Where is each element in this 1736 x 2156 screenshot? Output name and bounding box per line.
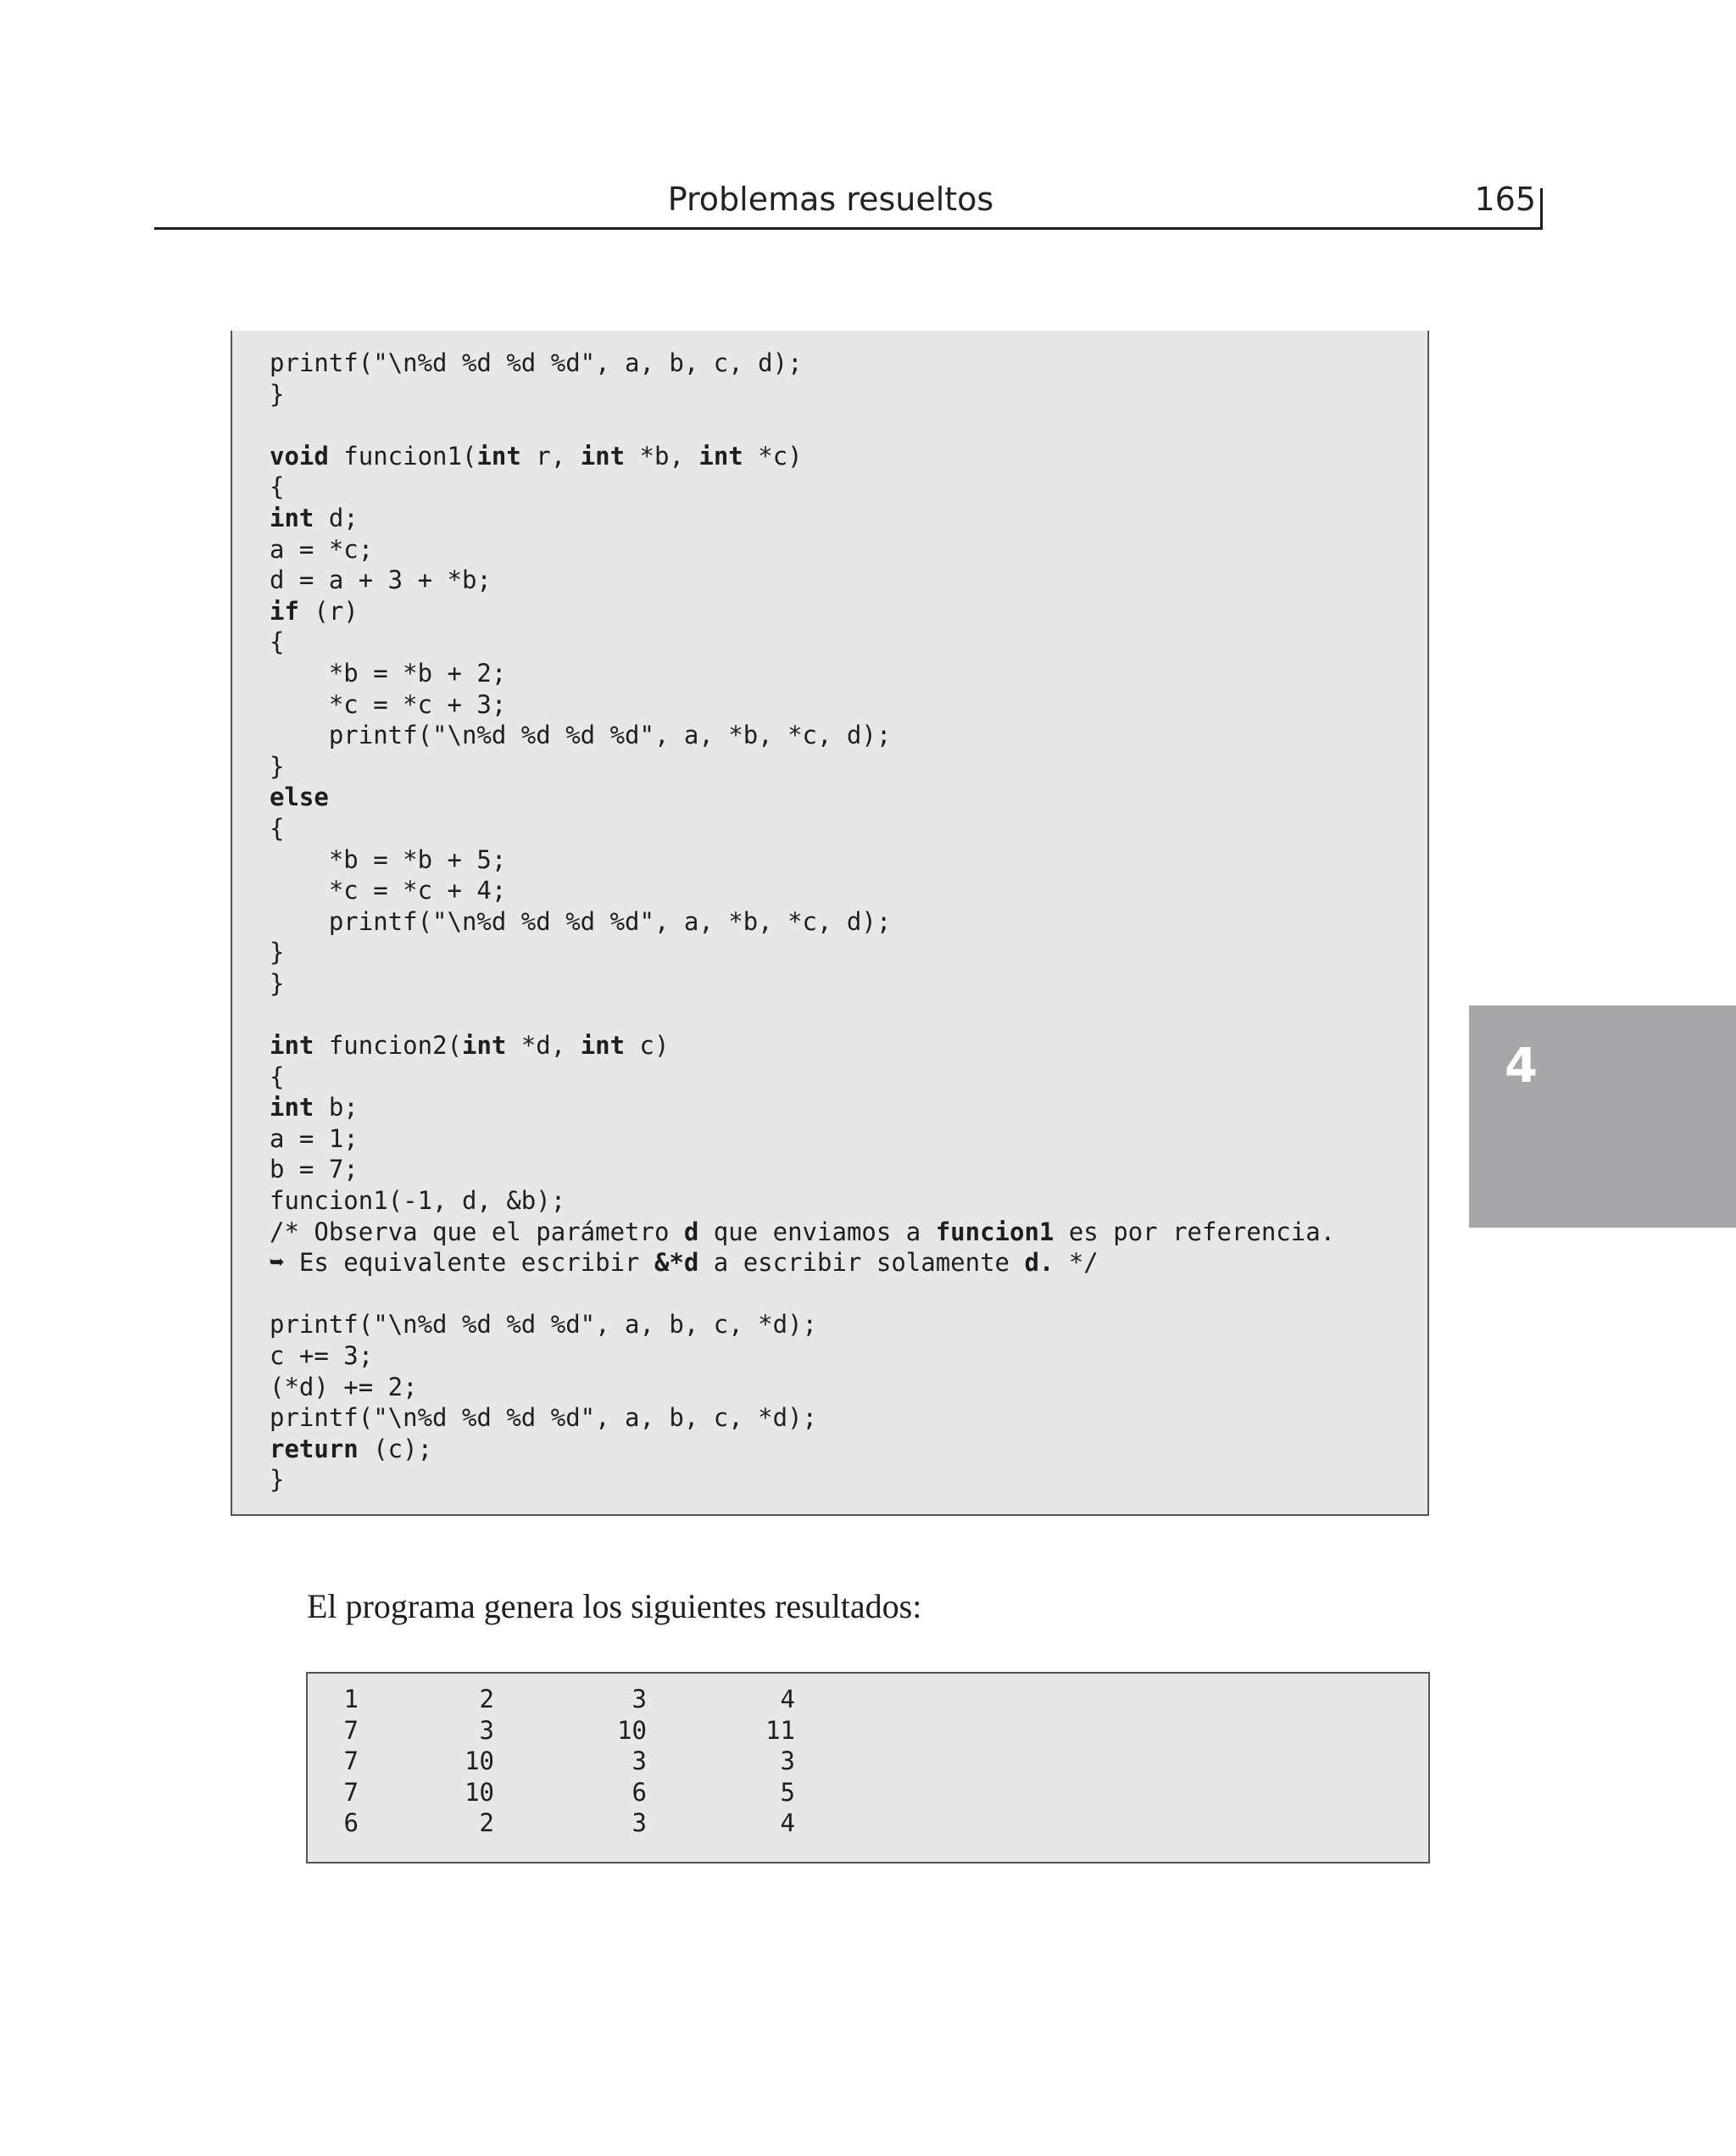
code-text: { bbox=[270, 472, 285, 502]
code-text: } bbox=[270, 751, 285, 781]
output-value: 3 bbox=[632, 1808, 647, 1838]
code-keyword: int bbox=[698, 441, 743, 471]
code-line bbox=[270, 441, 1335, 472]
code-line bbox=[270, 720, 1335, 751]
code-line bbox=[270, 503, 1335, 534]
code-line bbox=[270, 379, 1335, 410]
code-line bbox=[270, 1340, 1335, 1372]
code-keyword: int bbox=[476, 441, 521, 471]
output-value: 10 bbox=[617, 1715, 647, 1745]
code-line bbox=[270, 937, 1335, 968]
code-text: printf("\n%d %d %d %d", a, *b, *c, d); bbox=[270, 906, 892, 936]
code-text: funcion1(-1, d, &b); bbox=[270, 1186, 566, 1216]
output-value: 6 bbox=[632, 1777, 647, 1807]
code-keyword: return bbox=[270, 1434, 359, 1463]
code-keyword: d. bbox=[1024, 1248, 1054, 1278]
page-number: 165 bbox=[1474, 181, 1536, 218]
code-line bbox=[270, 1372, 1335, 1403]
code-text: a = 1; bbox=[270, 1123, 359, 1153]
code-line bbox=[270, 813, 1335, 844]
code-keyword: int bbox=[462, 1031, 507, 1061]
code-line bbox=[270, 596, 1335, 627]
code-line bbox=[270, 1061, 1335, 1093]
code-line bbox=[270, 1030, 1335, 1061]
code-line bbox=[270, 1464, 1335, 1496]
code-line bbox=[270, 1247, 1335, 1279]
code-listing-box bbox=[231, 331, 1429, 1516]
code-line bbox=[270, 689, 1335, 721]
code-keyword: int bbox=[580, 1031, 626, 1061]
program-output-box bbox=[306, 1672, 1430, 1864]
code-text: que enviamos a bbox=[698, 1217, 936, 1246]
code-line bbox=[270, 1217, 1335, 1248]
code-keyword: int bbox=[270, 503, 314, 532]
running-header-title: Problemas resueltos bbox=[667, 181, 994, 218]
output-value: 7 bbox=[343, 1747, 359, 1776]
code-text: } bbox=[270, 968, 285, 998]
output-value: 1 bbox=[343, 1685, 359, 1713]
code-line bbox=[270, 1309, 1335, 1340]
output-value: 10 bbox=[465, 1747, 494, 1776]
code-text: *b = *b + 2; bbox=[270, 658, 507, 688]
code-line bbox=[270, 1402, 1335, 1434]
code-text: /* Observa que el parámetro bbox=[270, 1217, 684, 1246]
code-text: { bbox=[270, 1061, 285, 1091]
output-value: 4 bbox=[780, 1808, 795, 1838]
code-line bbox=[270, 844, 1335, 876]
header-rule bbox=[154, 227, 1543, 230]
output-value: 3 bbox=[479, 1715, 494, 1745]
code-text: b; bbox=[314, 1093, 359, 1123]
code-text: printf("\n%d %d %d %d", a, b, c, *d); bbox=[270, 1403, 818, 1433]
code-keyword: void bbox=[270, 441, 329, 471]
code-line bbox=[270, 1154, 1335, 1185]
code-line bbox=[270, 1185, 1335, 1217]
code-text: *b = *b + 5; bbox=[270, 844, 507, 874]
code-text: printf("\n%d %d %d %d", a, b, c, d); bbox=[270, 348, 803, 377]
code-line bbox=[270, 627, 1335, 658]
code-text: es por referencia. bbox=[1054, 1217, 1336, 1246]
code-line bbox=[270, 658, 1335, 689]
code-keyword: d bbox=[683, 1217, 699, 1246]
output-value: 6 bbox=[343, 1808, 359, 1838]
code-text: } bbox=[270, 1465, 285, 1495]
code-line bbox=[270, 534, 1335, 565]
code-text: } bbox=[270, 379, 285, 409]
code-text: funcion1( bbox=[328, 441, 477, 471]
code-text: *c) bbox=[743, 441, 803, 471]
code-text: printf("\n%d %d %d %d", a, *b, *c, d); bbox=[270, 721, 892, 750]
output-value: 2 bbox=[479, 1685, 494, 1713]
code-keyword: int bbox=[580, 441, 626, 471]
code-text: c += 3; bbox=[270, 1341, 374, 1370]
code-line bbox=[270, 348, 1335, 379]
code-line bbox=[270, 1092, 1335, 1123]
code-line bbox=[270, 1279, 1335, 1310]
code-text: *b, bbox=[625, 441, 699, 471]
chapter-number: 4 bbox=[1505, 1039, 1538, 1094]
code-keyword: if bbox=[270, 596, 299, 626]
results-intro-text: El programa genera los siguientes resultados: bbox=[307, 1587, 922, 1625]
code-text: */ bbox=[1054, 1248, 1099, 1278]
output-value: 11 bbox=[765, 1715, 795, 1745]
code-line bbox=[270, 409, 1335, 441]
output-value: 10 bbox=[465, 1777, 494, 1807]
output-value: 3 bbox=[632, 1685, 647, 1713]
code-text: { bbox=[270, 813, 285, 843]
code-line bbox=[270, 968, 1335, 1000]
output-value: 2 bbox=[479, 1808, 494, 1838]
code-text: *c = *c + 3; bbox=[270, 689, 507, 719]
code-listing bbox=[270, 348, 1335, 1496]
output-value: 3 bbox=[780, 1747, 795, 1776]
code-text: c) bbox=[625, 1031, 670, 1061]
code-text: d = a + 3 + *b; bbox=[270, 565, 492, 595]
code-text: (c); bbox=[358, 1434, 433, 1463]
code-line bbox=[270, 471, 1335, 503]
code-text: } bbox=[270, 938, 285, 967]
code-keyword: int bbox=[270, 1093, 314, 1123]
code-text: { bbox=[270, 627, 285, 657]
code-keyword: funcion1 bbox=[935, 1217, 1054, 1246]
code-line bbox=[270, 1123, 1335, 1155]
output-value: 7 bbox=[343, 1777, 359, 1807]
output-value: 3 bbox=[632, 1747, 647, 1776]
code-text: a = *c; bbox=[270, 534, 374, 564]
output-value: 5 bbox=[780, 1777, 795, 1807]
code-line bbox=[270, 875, 1335, 906]
code-keyword: int bbox=[270, 1031, 314, 1061]
code-keyword: else bbox=[270, 783, 329, 812]
code-line bbox=[270, 999, 1335, 1030]
code-text: b = 7; bbox=[270, 1155, 359, 1184]
code-line bbox=[270, 782, 1335, 813]
chapter-tab bbox=[1469, 1006, 1736, 1228]
code-keyword: &*d bbox=[654, 1248, 699, 1278]
code-line bbox=[270, 565, 1335, 596]
code-text: ➥ Es equivalente escribir bbox=[270, 1248, 654, 1278]
code-text: funcion2( bbox=[314, 1031, 462, 1061]
output-value: 7 bbox=[343, 1715, 359, 1745]
code-line bbox=[270, 906, 1335, 938]
code-line bbox=[270, 1434, 1335, 1465]
output-value: 4 bbox=[780, 1685, 795, 1713]
code-text: printf("\n%d %d %d %d", a, b, c, *d); bbox=[270, 1310, 818, 1340]
code-text: *d, bbox=[506, 1031, 581, 1061]
code-text: (*d) += 2; bbox=[270, 1372, 418, 1401]
code-text: (r) bbox=[298, 596, 359, 626]
code-text: a escribir solamente bbox=[698, 1248, 1025, 1278]
code-text: *c = *c + 4; bbox=[270, 876, 507, 905]
code-line bbox=[270, 751, 1335, 783]
code-text: r, bbox=[520, 441, 581, 471]
header-tick bbox=[1540, 188, 1543, 230]
code-text: d; bbox=[314, 503, 359, 532]
